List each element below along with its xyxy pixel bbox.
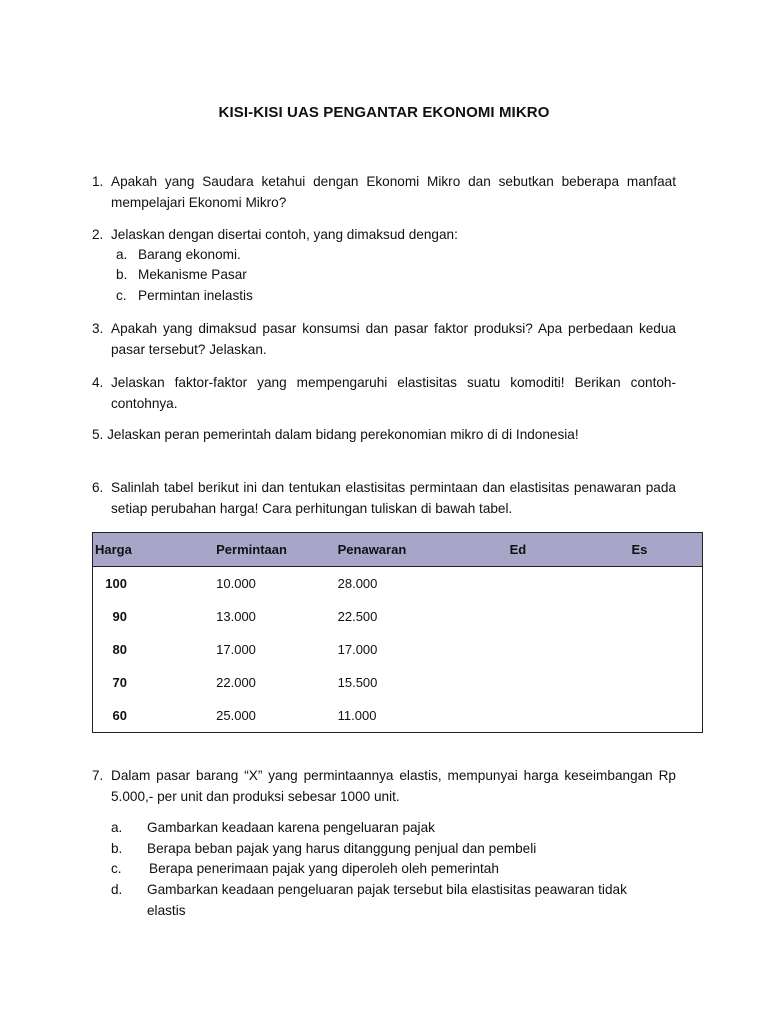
supply-cell: 15.500 <box>337 674 378 690</box>
ed-cell <box>510 699 632 733</box>
question-number: 2. <box>92 227 104 242</box>
item-letter: a. <box>111 820 123 835</box>
table-row <box>93 567 703 601</box>
question-2 <box>92 224 676 245</box>
question-2-item-a <box>116 245 416 265</box>
price-cell: 90 <box>112 608 127 624</box>
question-7-item-d <box>111 880 671 920</box>
question-number: 7. <box>92 768 104 783</box>
es-cell <box>632 666 703 699</box>
supply-cell: 17.000 <box>337 641 378 657</box>
demand-cell: 25.000 <box>216 707 256 723</box>
header-penawaran: Penawaran <box>338 533 510 567</box>
demand-cell: 22.000 <box>216 674 256 690</box>
item-text: Barang ekonomi. <box>138 247 241 262</box>
demand-cell: 17.000 <box>216 641 256 657</box>
document-title: KISI-KISI UAS PENGANTAR EKONOMI MIKRO <box>218 104 550 121</box>
item-letter: b. <box>111 841 123 856</box>
table-row <box>93 699 703 733</box>
es-cell <box>632 699 703 733</box>
question-text: 5. Jelaskan peran pemerintah dalam bidang perekonomian mikro di di Indonesia! <box>92 427 579 442</box>
question-6 <box>92 477 676 519</box>
question-3 <box>92 318 676 360</box>
item-text: Mekanisme Pasar <box>138 267 247 282</box>
table-row <box>93 600 703 633</box>
question-1 <box>92 171 676 213</box>
header-ed: Ed <box>510 533 632 567</box>
question-7-item-c <box>111 859 671 879</box>
item-text: Berapa beban pajak yang harus ditanggung penjual dan pembeli <box>147 841 537 856</box>
item-letter: a. <box>116 247 128 262</box>
supply-cell: 11.000 <box>337 707 377 723</box>
item-text: Gambarkan keadaan pengeluaran pajak tersebut bila elastisitas peawaran tidak <box>147 882 627 897</box>
price-cell: 70 <box>112 674 127 690</box>
header-permintaan: Permintaan <box>216 533 337 567</box>
ed-cell <box>510 600 632 633</box>
demand-cell: 10.000 <box>216 576 256 591</box>
question-number: 3. <box>92 321 104 336</box>
question-7-item-a <box>111 818 671 838</box>
ed-cell <box>510 567 632 601</box>
header-es: Es <box>632 533 703 567</box>
question-text: Jelaskan dengan disertai contoh, yang dimaksud dengan: <box>111 227 458 242</box>
price-cell: 100 <box>105 576 127 591</box>
header-harga: Harga <box>93 533 217 567</box>
question-text: Jelaskan faktor-faktor yang mempengaruhi elastisitas suatu komoditi! Berikan contoh-contohnya. <box>111 375 676 411</box>
item-text: Gambarkan keadaan karena pengeluaran pajak <box>147 820 435 835</box>
question-7-item-b <box>111 839 671 859</box>
ed-cell <box>510 666 632 699</box>
item-letter: c. <box>111 861 122 876</box>
question-5 <box>92 424 676 445</box>
question-text: Apakah yang dimaksud pasar konsumsi dan pasar faktor produksi? Apa perbedaan kedua pasar tersebut? Jelaskan. <box>111 321 676 357</box>
supply-cell: 22.500 <box>337 608 378 624</box>
item-text: Permintan inelastis <box>138 288 253 303</box>
ed-cell <box>510 633 632 666</box>
price-cell: 80 <box>112 641 127 657</box>
item-letter: b. <box>116 267 128 282</box>
item-letter: c. <box>116 288 127 303</box>
es-cell <box>632 600 703 633</box>
item-text: Berapa penerimaan pajak yang diperoleh oleh pemerintah <box>149 861 499 876</box>
elasticity-table <box>92 532 703 733</box>
es-cell <box>632 633 703 666</box>
price-cell: 60 <box>112 707 127 723</box>
es-cell <box>632 567 703 601</box>
table-row <box>93 633 703 666</box>
item-text-continued: elastis <box>147 903 186 918</box>
question-2-item-b <box>116 265 416 285</box>
question-2-item-c <box>116 286 416 306</box>
question-4 <box>92 372 676 414</box>
table-header-row <box>93 533 703 567</box>
question-number: 4. <box>92 375 104 390</box>
demand-cell: 13.000 <box>216 608 256 624</box>
question-text: Salinlah tabel berikut ini dan tentukan elastisitas permintaan dan elastisitas penawaran pada setiap perubahan harga! Cara perhitungan tuliskan di bawah tabel. <box>111 480 676 516</box>
question-text: Dalam pasar barang “X” yang permintaannya elastis, mempunyai harga keseimbangan Rp 5.000,- per unit dan produksi sebesar 1000 unit. <box>111 768 676 804</box>
item-letter: d. <box>111 882 123 897</box>
supply-cell: 28.000 <box>337 576 378 591</box>
table-row <box>93 666 703 699</box>
question-number: 1. <box>92 174 104 189</box>
question-text: Apakah yang Saudara ketahui dengan Ekonomi Mikro dan sebutkan beberapa manfaat mempelajari Ekonomi Mikro? <box>111 174 676 210</box>
question-7 <box>92 765 676 807</box>
question-number: 6. <box>92 480 104 495</box>
